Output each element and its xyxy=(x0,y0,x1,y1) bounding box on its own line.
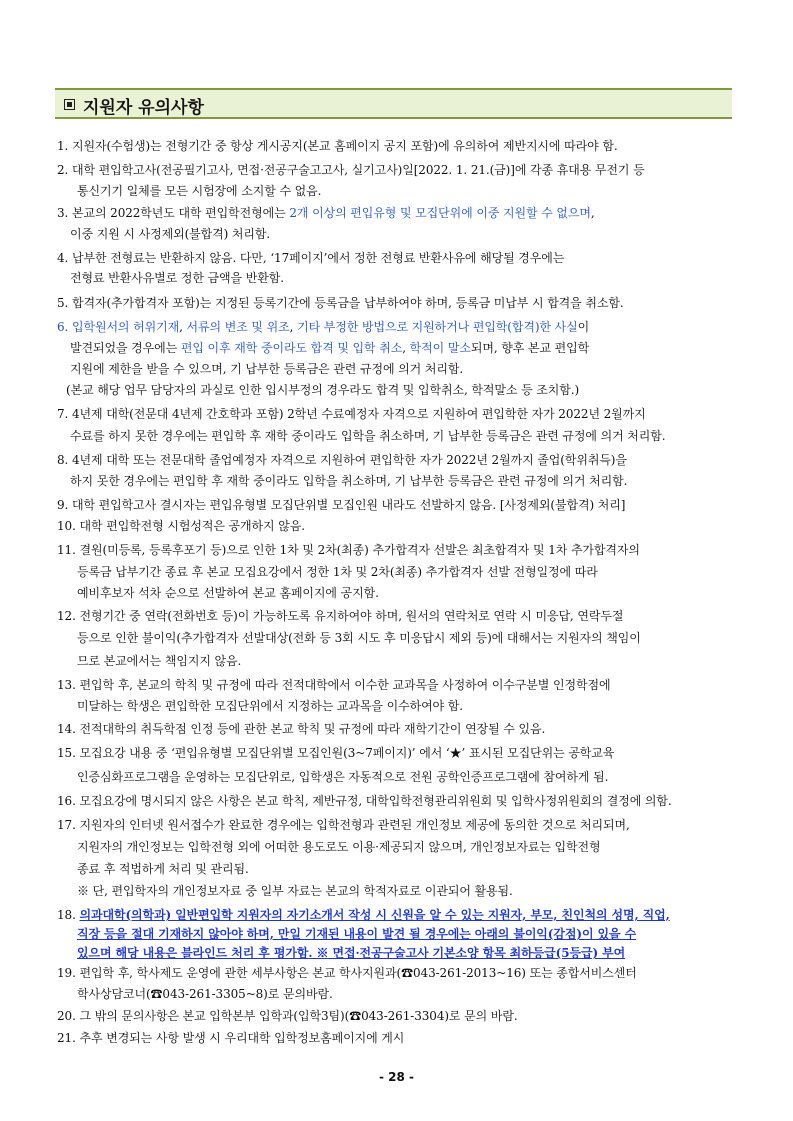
item-12-line-1: 12. 전형기간 중 연락(전화번호 등)이 가능하도록 유지하여야 하며, 원서의 연락처로 연락 시 미응답, 연락두절 xyxy=(57,609,624,623)
item-11-line-2: 등록금 납부기간 종료 후 본교 모집요강에서 정한 1차 및 2차(최종) 추가합격자 선발 전형일정에 따라 xyxy=(77,565,598,579)
item-18-line-2: 직장 등을 절대 기재하지 않아야 하며, 만일 기재된 내용이 발견 될 경우에는 아래의 불이익(감점)이 있을 수 xyxy=(77,927,637,941)
item-4-line-2: 전형료 반환사유별로 정한 금액을 반환함. xyxy=(70,271,284,285)
item-3-line-1: 3. 본교의 2022학년도 대학 편입학전형에는 2개 이상의 편입유형 및 모집단위에 이중 지원할 수 없으며, xyxy=(57,206,595,220)
item-2-line-1: 2. 대학 편입학고사(전공필기고사, 면접·전공구술고고사, 실기고사)일[2022. 1. 21.(금)]에 각종 휴대용 무전기 등 xyxy=(57,163,645,177)
section-header xyxy=(55,88,732,119)
item-6-line-2: 발견되었을 경우에는 편입 이후 재학 중이라도 합격 및 입학 취소, 학적이 말소되며, 향후 본교 편입학 xyxy=(70,341,590,355)
item-10-line-1: 10. 대학 편입학전형 시험성적은 공개하지 않음. xyxy=(57,519,305,533)
item-11-line-1: 11. 결원(미등록, 등록후포기 등)으로 인한 1차 및 2차(최종) 추가합격자 선발은 최초합격자 및 1차 추가합격자의 xyxy=(57,543,640,557)
item-12-line-2: 등으로 인한 불이익(추가합격자 선발대상(전화 등 3회 시도 후 미응답시 제외 등)에 대해서는 지원자의 책임이 xyxy=(77,631,641,645)
item-19-line-1: 19. 편입학 후, 학사제도 운영에 관한 세부사항은 본교 학사지원과(☎043-261-2013~16) 또는 종합서비스센터 xyxy=(57,966,637,980)
item-13-line-1: 13. 편입학 후, 본교의 학칙 및 규정에 따라 전적대학에서 이수한 교과목을 사정하여 이수구분별 인정학점에 xyxy=(57,678,611,692)
item-12-line-3: 므로 본교에서는 책임지지 않음. xyxy=(77,654,242,668)
item-6-line-4: (본교 해당 업무 담당자의 과실로 인한 입시부정의 경우라도 합격 및 입학취소, 학적말소 등 조치함.) xyxy=(66,383,580,397)
item-7-line-1: 7. 4년제 대학(전문대 4년제 간호학과 포함) 2학년 수료예정자 자격으로 지원하여 편입학한 자가 2022년 2월까지 xyxy=(57,407,646,421)
item-4-line-1: 4. 납부한 전형료는 반환하지 않음. 다만, ‘17페이지’에서 정한 전형료 반환사유에 해당될 경우에는 xyxy=(57,251,565,265)
item-8-line-2: 하지 못한 경우에는 편입학 후 재학 중이라도 입학을 취소하며, 기 납부한 등록금은 관련 규정에 의거 처리함. xyxy=(70,474,628,488)
item-3-highlight: 2개 이상의 편입유형 및 모집단위에 이중 지원할 수 없으며 xyxy=(289,206,591,220)
item-9-line-1: 9. 대학 편입학고사 결시자는 편입유형별 모집단위별 모집인원 내라도 선발하지 않음. [사정제외(불합격) 처리] xyxy=(57,498,626,512)
section-title: 지원자 유의사항 xyxy=(83,98,204,118)
item-21-line-1: 21. 추후 변경되는 사항 발생 시 우리대학 입학정보홈페이지에 게시 xyxy=(57,1031,405,1045)
item-19-line-2: 학사상담코너(☎043-261-3305~8)로 문의바람. xyxy=(77,987,333,1001)
item-17-line-3: 종료 후 적법하게 처리 및 관리됨. xyxy=(77,862,249,876)
item-8-line-1: 8. 4년제 대학 또는 전문대학 졸업예정자 자격으로 지원하여 편입학한 자가 2022년 2월까지 졸업(학위취득)을 xyxy=(57,453,627,467)
item-2-line-2: 통신기기 일체를 모든 시험장에 소지할 수 없음. xyxy=(77,184,322,198)
item-6-line-1: 6. 입학원서의 허위기재, 서류의 변조 및 위조, 기타 부정한 방법으로 지원하거나 편입학(합격)한 사실이 xyxy=(57,320,590,334)
item-15-line-1: 15. 모집요강 내용 중 ‘편입유형별 모집단위별 모집인원(3~7페이지)’ 에서 ‘★’ 표시된 모집단위는 공학교육 xyxy=(57,746,615,760)
square-bullet-icon xyxy=(64,99,75,110)
item-6-line-3: 지원에 제한을 받을 수 있으며, 기 납부한 등록금은 관련 규정에 의거 처리함. xyxy=(70,362,464,376)
item-18-line-1: 18. 의과대학(의학과) 일반편입학 지원자의 자기소개서 작성 시 신원을 알 수 있는 지원자, 부모, 친인척의 성명, 직업, xyxy=(57,908,670,922)
item-1-line-1: 1. 지원자(수험생)는 전형기간 중 항상 게시공지(본교 홈페이지 공지 포함)에 유의하여 제반지시에 따라야 함. xyxy=(57,139,618,153)
item-18-line-3: 있으며 해당 내용은 블라인드 처리 후 평가함. ※ 면접·전공구술고사 기본소양 항목 최하등급(5등급) 부여 xyxy=(77,946,626,960)
item-20-line-1: 20. 그 밖의 문의사항은 본교 입학본부 입학과(입학3팀)(☎043-261-3304)로 문의 바람. xyxy=(57,1009,518,1023)
item-17-line-1: 17. 지원자의 인터넷 원서접수가 완료한 경우에는 입학전형과 관련된 개인정보 제공에 동의한 것으로 처리되며, xyxy=(57,818,630,832)
page-number: - 28 - xyxy=(378,1070,414,1084)
item-11-line-3: 예비후보자 석차 순으로 선발하여 본교 홈페이지에 공지함. xyxy=(77,586,379,600)
item-7-line-2: 수료를 하지 못한 경우에는 편입학 후 재학 중이라도 입학을 취소하며, 기 납부한 등록금은 관련 규정에 의거 처리함. xyxy=(70,429,666,443)
item-17-note: ※ 단, 편입학자의 개인정보자료 중 일부 자료는 본교의 학적자료로 이관되어 활용됨. xyxy=(77,884,513,898)
item-14-line-1: 14. 전적대학의 취득학점 인정 등에 관한 본교 학칙 및 규정에 따라 재학기간이 연장될 수 있음. xyxy=(57,722,546,736)
item-15-line-2: 인증심화프로그램을 운영하는 모집단위로, 입학생은 자동적으로 전원 공학인증프로그램에 참여하게 됨. xyxy=(77,770,609,784)
item-5-line-1: 5. 합격자(추가합격자 포함)는 지정된 등록기간에 등록금을 납부하여야 하며, 등록금 미납부 시 합격을 취소함. xyxy=(57,296,624,310)
item-3-line-2: 이중 지원 시 사정제외(불합격) 처리함. xyxy=(70,227,271,241)
item-16-line-1: 16. 모집요강에 명시되지 않은 사항은 본교 학칙, 제반규정, 대학입학전형관리위원회 및 입학사정위원회의 결정에 의함. xyxy=(57,794,672,808)
item-17-line-2: 지원자의 개인정보는 입학전형 외에 어떠한 용도로도 이용·제공되지 않으며, 개인정보자료는 입학전형 xyxy=(77,840,601,854)
item-13-line-2: 미달하는 학생은 편입학한 모집단위에서 지정하는 교과목을 이수하여야 함. xyxy=(77,699,463,713)
